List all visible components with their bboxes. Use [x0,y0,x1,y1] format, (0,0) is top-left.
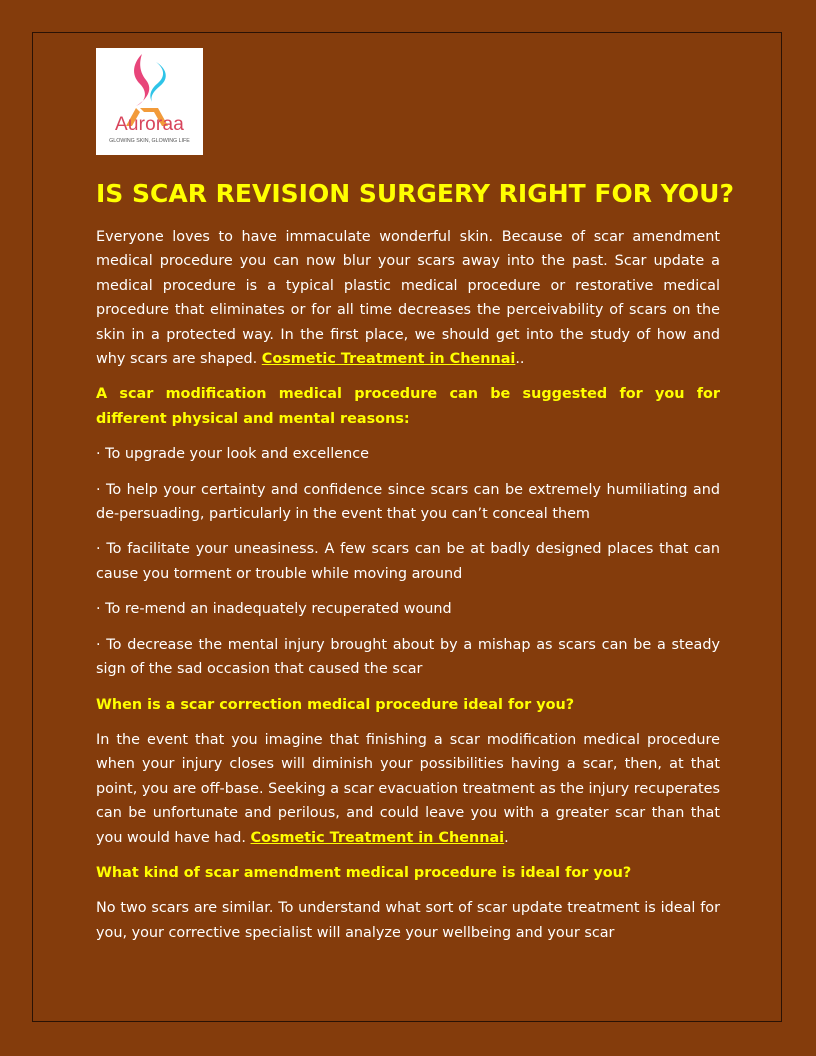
logo-brand-text: Auroraa [115,114,184,135]
when-heading: When is a scar correction medical procedure ideal for you? [96,696,575,713]
page-title: IS SCAR REVISION SURGERY RIGHT FOR YOU? [96,179,734,208]
logo-tagline: GLOWING SKIN, GLOWING LIFE [109,138,190,144]
bullet-item: · To re-mend an inadequately recuperated wound [96,601,452,618]
cosmetic-treatment-link-2[interactable]: Cosmetic Treatment in Chennai [250,829,505,846]
when-text: In the event that you imagine that finishing a scar modification medical procedure when your injury closes will diminish your possibilities having a scar, then, at that point, you are off-base. Seeking a scar evacuation treatment as the injury recuperates can be unfortunate and perilous, and could leave you with a greater scar than that you would have had. [96,731,720,846]
intro-text: Everyone loves to have immaculate wonderful skin. Because of scar amendment medical procedure you can now blur your scars away into the past. Scar update a medical procedure is a typical plastic medical procedure or restorative medical procedure that eliminates or for all time decreases the perceivability of scars on the skin in a protected way. In the first place, we should get into the study of how and why scars are shaped. [96,229,720,368]
kind-heading: What kind of scar amendment medical procedure is ideal for you? [96,864,632,881]
article [96,172,734,956]
kind-paragraph: No two scars are similar. To understand what sort of scar update treatment is ideal for you, your corrective specialist will analyze your wellbeing and your scar [96,900,720,941]
reasons-heading: A scar modification medical procedure can be suggested for you for different physical and mental reasons: [96,386,720,427]
bullet-item: · To help your certainty and confidence since scars can be extremely humiliating and de-persuading, particularly in the event that you can’t conceal them [96,481,720,523]
when-suffix: . [504,829,509,846]
bullet-item: · To facilitate your uneasiness. A few scars can be at badly designed places that can cause you torment or trouble while moving around [96,541,720,582]
cosmetic-treatment-link-1[interactable]: Cosmetic Treatment in Chennai [261,351,516,368]
auroraa-logo [96,48,203,155]
when-paragraph [96,728,720,850]
intro-paragraph [96,225,720,371]
bullet-item: · To decrease the mental injury brought about by a mishap as scars can be a steady sign of the sad occasion that caused the scar [96,636,720,678]
intro-suffix: .. [515,351,525,368]
bullet-item: · To upgrade your look and excellence [96,446,370,463]
